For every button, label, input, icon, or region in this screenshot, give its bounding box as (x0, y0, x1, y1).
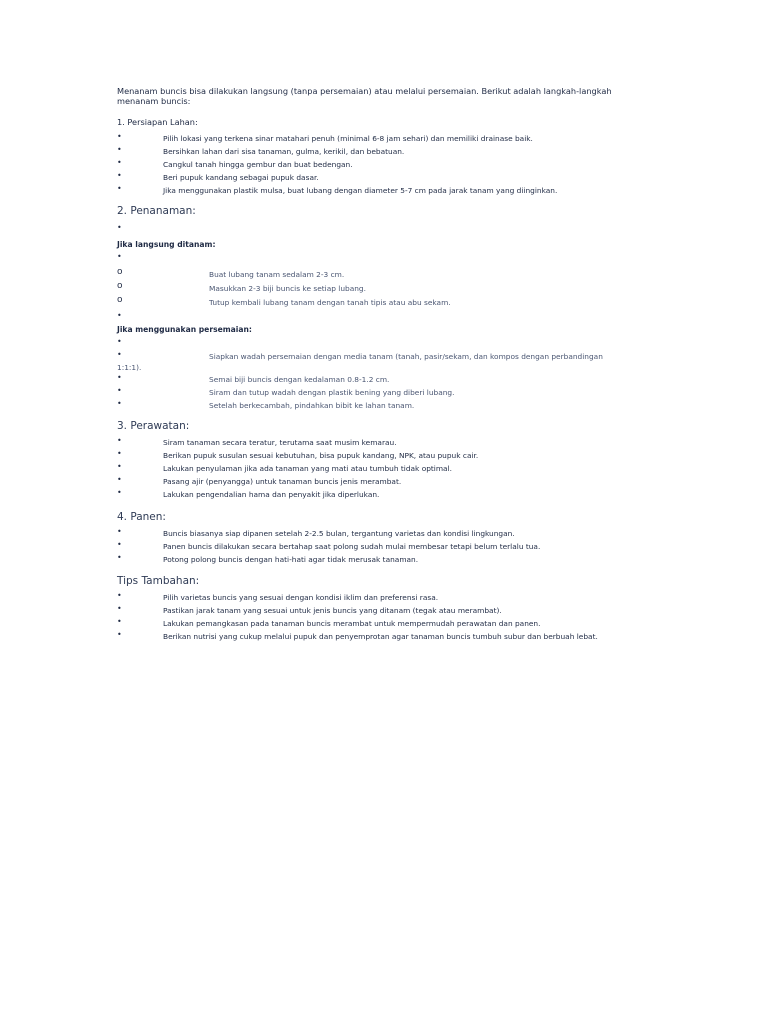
list-item: Potong polong buncis dengan hati-hati agar tidak merusak tanaman. (163, 555, 419, 564)
sub-list-item: Tutup kembali lubang tanam dengan tanah tipis atau abu sekam. (209, 298, 451, 307)
list-item: Siram tanaman secara teratur, terutama saat musim kemarau. (163, 438, 397, 447)
bullet-icon: • (117, 132, 122, 141)
circle-bullet-icon: o (117, 281, 123, 291)
bullet-icon: • (117, 252, 122, 261)
list-item: Berikan pupuk susulan sesuai kebutuhan, bisa pupuk kandang, NPK, atau pupuk cair. (163, 451, 479, 460)
bullet-icon: • (117, 540, 122, 549)
list-item: Berikan nutrisi yang cukup melalui pupuk dan penyemprotan agar tanaman buncis tumbuh subur dan berbuah lebat. (163, 632, 598, 641)
sub-list-item: Semai biji buncis dengan kedalaman 0.8-1.2 cm. (209, 375, 390, 384)
list-item: Buncis biasanya siap dipanen setelah 2-2.5 bulan, tergantung varietas dan kondisi lingkungan. (163, 529, 515, 538)
bullet-icon: • (117, 145, 122, 154)
circle-bullet-icon: o (117, 295, 123, 305)
section-title-penanaman: 2. Penanaman: (117, 205, 196, 217)
circle-bullet-icon: o (117, 267, 123, 277)
bullet-icon: • (117, 436, 122, 445)
list-item: Lakukan penyulaman jika ada tanaman yang mati atau tumbuh tidak optimal. (163, 464, 452, 473)
list-item: Bersihkan lahan dari sisa tanaman, gulma, kerikil, dan bebatuan. (163, 147, 405, 156)
section-title-persiapan: 1. Persiapan Lahan: (117, 117, 198, 127)
bullet-icon: • (117, 591, 122, 600)
bullet-icon: • (117, 630, 122, 639)
subsection-title-langsung: Jika langsung ditanam: (117, 240, 216, 249)
list-item: Beri pupuk kandang sebagai pupuk dasar. (163, 173, 319, 182)
bullet-icon: • (117, 527, 122, 536)
bullet-icon: • (117, 311, 122, 320)
bullet-icon: • (117, 337, 122, 346)
list-item: Pilih lokasi yang terkena sinar matahari penuh (minimal 6-8 jam sehari) dan memiliki drainase baik. (163, 134, 533, 143)
bullet-icon: • (117, 462, 122, 471)
sub-list-item: Masukkan 2-3 biji buncis ke setiap lubang. (209, 284, 366, 293)
list-item: Pasang ajir (penyangga) untuk tanaman buncis jenis merambat. (163, 477, 402, 486)
list-item: Jika menggunakan plastik mulsa, buat lubang dengan diameter 5-7 cm pada jarak tanam yang diinginkan. (163, 186, 558, 195)
bullet-icon: • (117, 604, 122, 613)
bullet-icon: • (117, 617, 122, 626)
list-item: Panen buncis dilakukan secara bertahap saat polong sudah mulai membesar tetapi belum terlalu tua. (163, 542, 541, 551)
sub-list-item: Setelah berkecambah, pindahkan bibit ke lahan tanam. (209, 401, 415, 410)
section-title-perawatan: 3. Perawatan: (117, 420, 190, 432)
bullet-icon: • (117, 223, 122, 232)
sub-list-item: Siram dan tutup wadah dengan plastik bening yang diberi lubang. (209, 388, 455, 397)
sub-list-item: Siapkan wadah persemaian dengan media tanam (tanah, pasir/sekam, dan kompos dengan perbandingan (209, 352, 603, 361)
intro-paragraph: Menanam buncis bisa dilakukan langsung (tanpa persemaian) atau melalui persemaian. Berikut adalah langkah-langkah menanam buncis: (117, 86, 612, 106)
bullet-icon: • (117, 386, 122, 395)
list-item: Lakukan pengendalian hama dan penyakit jika diperlukan. (163, 490, 380, 499)
bullet-icon: • (117, 350, 122, 359)
section-title-tips: Tips Tambahan: (117, 575, 200, 587)
bullet-icon: • (117, 158, 122, 167)
list-item: Pilih varietas buncis yang sesuai dengan kondisi iklim dan preferensi rasa. (163, 593, 439, 602)
sub-list-item-wrap: 1:1:1). (117, 363, 142, 372)
subsection-title-persemaian: Jika menggunakan persemaian: (117, 325, 252, 334)
list-item: Lakukan pemangkasan pada tanaman buncis merambat untuk mempermudah perawatan dan panen. (163, 619, 541, 628)
bullet-icon: • (117, 171, 122, 180)
bullet-icon: • (117, 184, 122, 193)
section-title-panen: 4. Panen: (117, 511, 166, 523)
bullet-icon: • (117, 488, 122, 497)
sub-list-item: Buat lubang tanam sedalam 2-3 cm. (209, 270, 345, 279)
bullet-icon: • (117, 399, 122, 408)
list-item: Pastikan jarak tanam yang sesuai untuk jenis buncis yang ditanam (tegak atau merambat). (163, 606, 502, 615)
bullet-icon: • (117, 475, 122, 484)
bullet-icon: • (117, 449, 122, 458)
list-item: Cangkul tanah hingga gembur dan buat bedengan. (163, 160, 353, 169)
bullet-icon: • (117, 373, 122, 382)
bullet-icon: • (117, 553, 122, 562)
